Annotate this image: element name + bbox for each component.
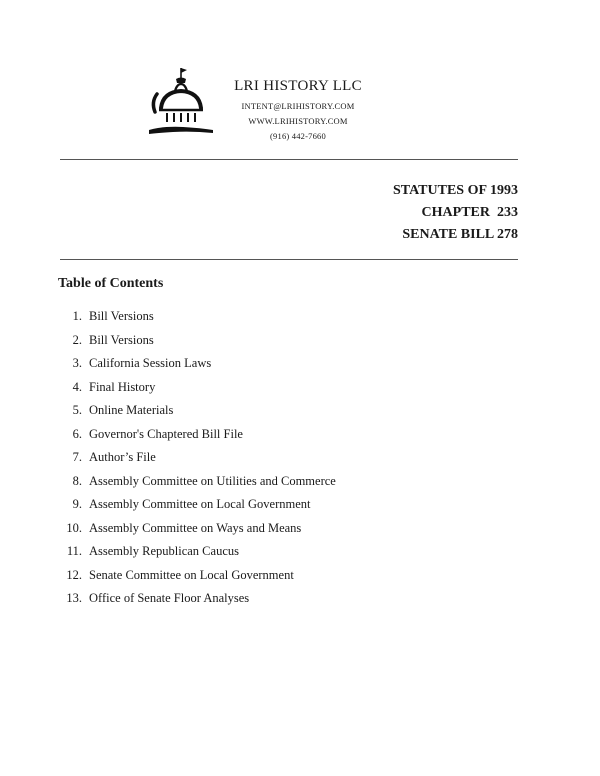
toc-item [60, 353, 336, 377]
toc-item-label: Office of Senate Floor Analyses [89, 591, 250, 605]
statute-citation [393, 180, 518, 246]
statute-chapter: CHAPTER 233 [421, 205, 518, 220]
toc-item [60, 424, 336, 448]
toc-item-label: Online Materials [89, 403, 174, 417]
toc-item-label: Bill Versions [89, 332, 154, 347]
company-letterhead [228, 76, 368, 144]
toc-item-label: Assembly Committee on Utilities and Commerce [89, 473, 336, 488]
toc-item-label: Governor's Chaptered Bill File [89, 426, 243, 441]
toc-item-label: Final History [89, 379, 156, 394]
toc-item-label: Senate Committee on Local Government [89, 567, 294, 582]
toc-item-label: Bill Versions [89, 309, 154, 323]
toc-item [60, 306, 336, 330]
top-divider [60, 159, 518, 160]
toc-item-number: 9. [72, 497, 82, 511]
toc-item [60, 330, 336, 354]
toc-item-number: 2. [72, 332, 82, 347]
toc-item-number: 3. [72, 356, 82, 370]
toc-item [60, 400, 336, 424]
toc-item [60, 541, 336, 565]
company-email: INTENT@LRIHISTORY.COM [241, 101, 355, 111]
toc-list [60, 306, 336, 612]
toc-item [60, 494, 336, 518]
toc-item [60, 447, 336, 471]
company-website: WWW.LRIHISTORY.COM [248, 116, 348, 126]
toc-item-label: Assembly Republican Caucus [89, 544, 239, 558]
toc-item-label: California Session Laws [89, 356, 212, 370]
toc-item-label: Assembly Committee on Ways and Means [89, 520, 302, 535]
toc-item-number: 12. [66, 567, 82, 582]
toc-heading: Table of Contents [58, 276, 164, 291]
toc-item-label: Assembly Committee on Local Government [89, 497, 311, 511]
toc-item-number: 7. [72, 450, 82, 464]
toc-item [60, 377, 336, 401]
statute-year: STATUTES OF 1993 [393, 183, 518, 198]
capitol-dome-icon [143, 64, 215, 140]
toc-item [60, 565, 336, 589]
company-phone: (916) 442-7660 [270, 131, 326, 141]
toc-item-number: 10. [66, 520, 82, 535]
toc-item-number: 8. [72, 473, 82, 488]
toc-item-number: 5. [72, 403, 82, 417]
toc-item-label: Author’s File [89, 450, 156, 464]
toc-item [60, 518, 336, 542]
toc-item-number: 13. [66, 591, 82, 605]
statute-bill: SENATE BILL 278 [402, 227, 518, 242]
company-name: LRI HISTORY LLC [234, 78, 362, 94]
toc-item-number: 4. [72, 379, 82, 394]
bottom-divider [60, 259, 518, 260]
toc-item [60, 588, 336, 612]
toc-item [60, 471, 336, 495]
toc-item-number: 1. [72, 309, 82, 323]
toc-item-number: 6. [72, 426, 82, 441]
toc-item-number: 11. [66, 544, 82, 558]
